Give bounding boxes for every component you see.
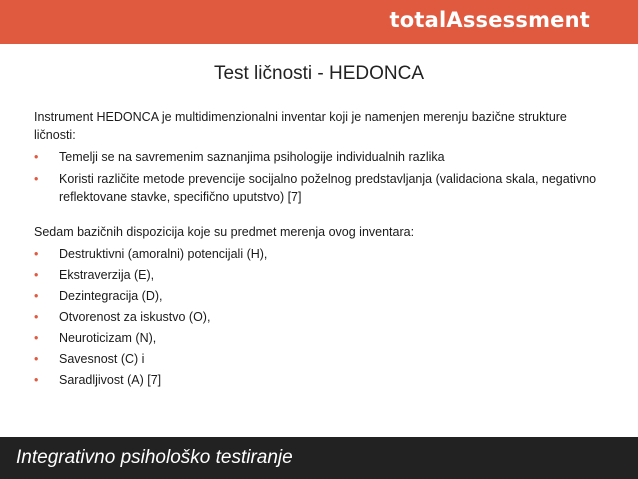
disposition-text: Neuroticizam (N), <box>59 331 157 345</box>
bullet-icon: • <box>34 247 39 261</box>
bullet-icon: • <box>34 352 39 366</box>
section-spacer <box>34 210 606 223</box>
footer-bar <box>0 437 638 479</box>
disposition-item <box>34 287 606 305</box>
bullet-icon: • <box>34 150 39 164</box>
intro-bullet-text: Temelji se na savremenim saznanjima psihologije individualnih razlika <box>59 150 445 164</box>
intro-bullet-item <box>34 148 606 166</box>
disposition-item <box>34 308 606 326</box>
disposition-text: Dezintegracija (D), <box>59 289 163 303</box>
disposition-item <box>34 329 606 347</box>
disposition-text: Saradljivost (A) [7] <box>59 373 162 387</box>
intro-paragraph: Instrument HEDONCA je multidimenzionalni inventar koji je namenjen merenju bazične strukture ličnosti: <box>34 110 567 142</box>
dispositions-list <box>34 245 606 389</box>
brand-suffix: Assessment <box>446 8 590 32</box>
slide-content <box>34 108 606 392</box>
slide-title: Test ličnosti - HEDONCA <box>213 63 425 84</box>
bullet-icon: • <box>34 268 39 282</box>
disposition-item <box>34 371 606 389</box>
dispositions-intro: Sedam bazičnih dispozicija koje su predmet merenja ovog inventara: <box>34 225 415 239</box>
bullet-icon: • <box>34 331 39 345</box>
footer-text: Integrativno psihološko testiranje <box>16 447 293 468</box>
intro-bullet-item <box>34 170 606 206</box>
bullet-icon: • <box>34 373 39 387</box>
bullet-icon: • <box>34 172 39 186</box>
disposition-item <box>34 350 606 368</box>
brand-prefix: total <box>389 8 447 32</box>
disposition-text: Ekstraverzija (E), <box>59 268 155 282</box>
bullet-icon: • <box>34 289 39 303</box>
header-bar <box>0 0 638 44</box>
disposition-text: Destruktivni (amoralni) potencijali (H), <box>59 247 268 261</box>
intro-bullet-text: Koristi različite metode prevencije socijalno poželnog predstavljanja (validaciona skala, negativno reflektovane stavke, specifično uputstvo) [7] <box>59 172 597 204</box>
disposition-text: Savesnost (C) i <box>59 352 145 366</box>
brand-logo <box>390 7 590 33</box>
disposition-item <box>34 245 606 263</box>
bullet-icon: • <box>34 310 39 324</box>
disposition-item <box>34 266 606 284</box>
disposition-text: Otvorenost za iskustvo (O), <box>59 310 211 324</box>
